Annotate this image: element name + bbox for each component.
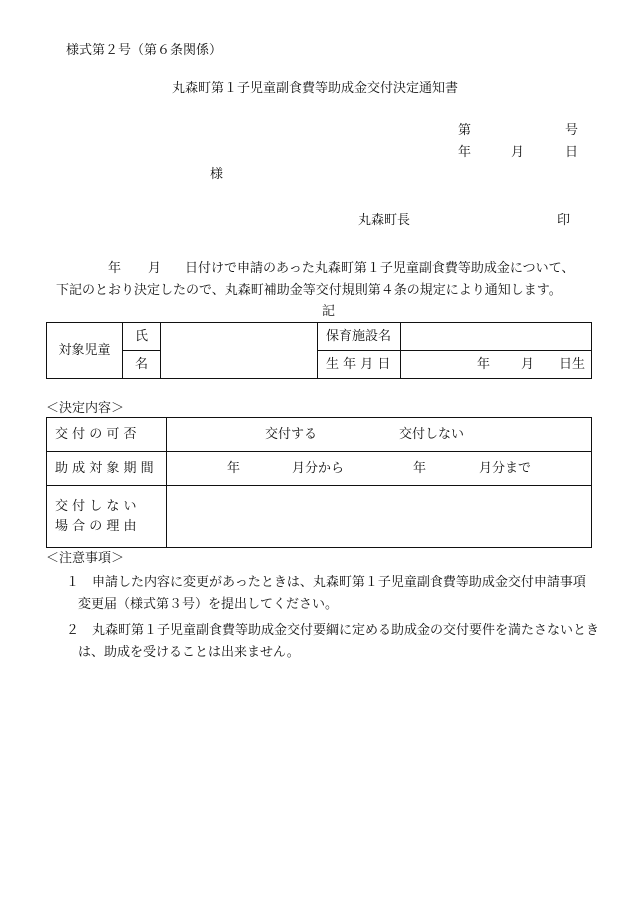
ref-go: 号 [565,123,579,138]
note-1-line1: 申請した内容に変更があったときは、丸森町第１子児童副食費等助成金交付申請事項 [92,575,586,590]
birth-hisei: 日生 [559,357,586,372]
issuer-name: 丸森町長 [358,213,411,228]
reason-field[interactable] [167,486,592,548]
body-tsuki: 月 [148,261,162,276]
ki-label: 記 [322,304,336,319]
target-child-label: 対象児童 [47,323,123,379]
date-hi: 日 [565,145,579,160]
name-label-1: 氏 [123,323,161,351]
recipient-suffix: 様 [210,167,224,182]
reason-label [47,486,167,548]
option-deny[interactable]: 交付しない [399,427,465,442]
period-nen-2: 年 [413,461,427,476]
note-1-line2: 変更届（様式第３号）を提出してください。 [78,597,339,612]
birthdate-field[interactable] [401,351,592,379]
reason-label-line2: 場 合 の 理 由 [55,518,137,534]
decision-heading: ＜決定内容＞ [46,401,125,416]
period-field[interactable] [167,452,592,486]
decision-table [46,417,592,548]
reason-label-line1: 交 付 し な い [55,498,137,514]
note-2-line1: 丸森町第１子児童副食費等助成金交付要綱に定める助成金の交付要件を満たさないとき [92,623,600,638]
name-label-2: 名 [123,351,161,379]
period-nen-1: 年 [227,461,241,476]
body-line2: 下記のとおり決定したので、丸森町補助金等交付規則第４条の規定により通知します。 [56,283,562,298]
note-1-number: １ [66,575,80,590]
form-number: 様式第２号（第６条関係） [66,43,223,58]
child-table [46,322,592,379]
grant-status-field[interactable] [167,418,592,452]
date-nen: 年 [458,145,472,160]
period-label: 助 成 対 象 期 間 [47,452,167,486]
period-to: 月分まで [479,461,532,476]
child-name-field[interactable] [161,323,318,379]
birth-tsuki: 月 [521,357,535,372]
date-tsuki: 月 [511,145,525,160]
birthdate-label: 生 年 月 日 [318,351,401,379]
body-nen: 年 [108,261,122,276]
body-line1-text: 日付けで申請のあった丸森町第１子児童副食費等助成金について、 [185,261,575,276]
period-from: 月分から [292,461,345,476]
birth-nen: 年 [477,357,491,372]
note-2-line2: は、助成を受けることは出来ません。 [78,645,300,660]
notes-heading: ＜注意事項＞ [46,551,125,566]
ref-dai: 第 [458,123,472,138]
facility-label: 保育施設名 [318,323,401,351]
document-title: 丸森町第１子児童副食費等助成金交付決定通知書 [171,81,458,96]
issuer-seal: 印 [557,213,571,228]
option-grant[interactable]: 交付する [265,427,318,442]
grant-status-label: 交 付 の 可 否 [47,418,167,452]
note-2-number: ２ [66,623,80,638]
facility-field[interactable] [401,323,592,351]
